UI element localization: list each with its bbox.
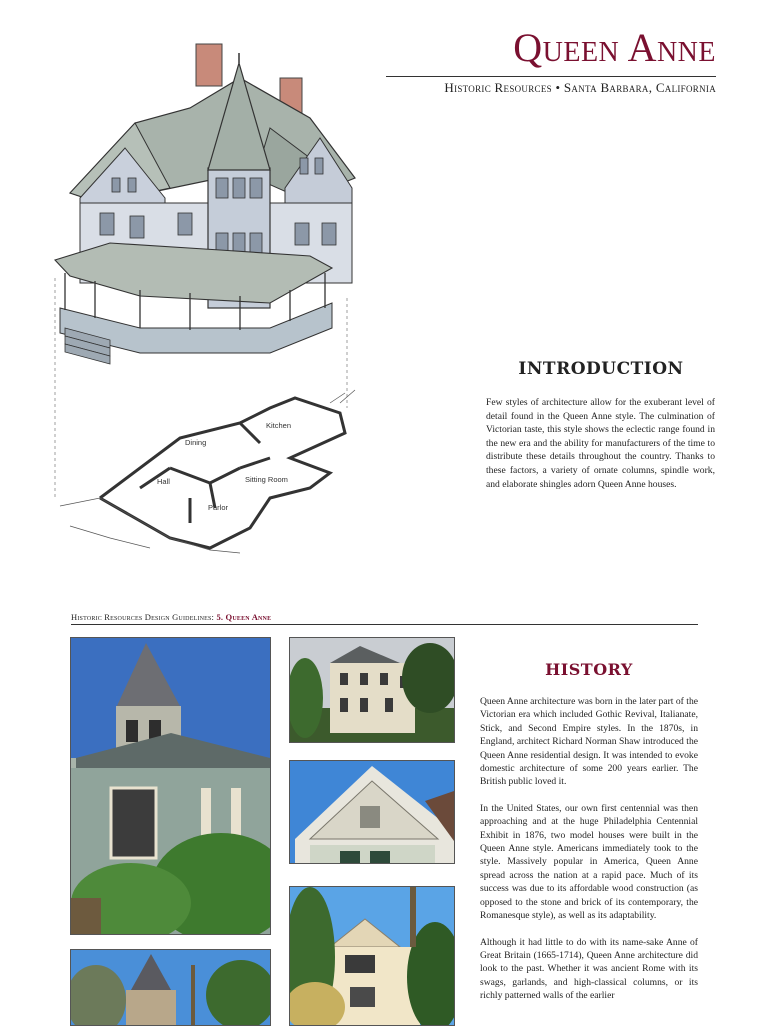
running-header-rule — [71, 624, 698, 625]
photo-two-story-house — [289, 637, 455, 743]
history-paragraph: Although it had little to do with its name-sake Anne of Great Britain (1665-1714), Queen Anne architecture did look to the past. Whether it was ancient Rome with its swags, garlands, and high-classical columns, or its richly patterned walls of the earlier — [480, 936, 698, 1002]
photo-gable-detail — [289, 760, 455, 864]
title-rule — [386, 76, 716, 77]
plan-label-dining: Dining — [185, 438, 207, 447]
queen-anne-house-illustration — [40, 28, 380, 573]
plan-label-parlor: Parlor — [208, 503, 229, 512]
photo-turret-house — [70, 949, 271, 1026]
plan-label-hall: Hall — [157, 477, 170, 486]
history-paragraph: Queen Anne architecture was born in the later part of the Victorian era which included Gothic Revival, Italianate, Stick, and Second Empire styles. In the 1870s, in England, architect Richard Norman Shaw introduced the Queen Anne residential design. It was intended to evoke domestic architecture of some 200 years earlier. The British public loved it. — [480, 696, 698, 788]
history-text — [480, 695, 698, 1016]
introduction-text: Few styles of architecture allow for the exuberant level of detail found in the Queen Anne style. The culmination of Victorian taste, this style shows the eclectic range found in the new era and the ability for manufacturers of the time to distribute these details throughout the country. Thanks to these factors, a variety of ornate columns, spindle work, and elaborate shingles adorn Queen Anne houses. — [486, 397, 715, 490]
plan-label-kitchen: Kitchen — [266, 421, 292, 430]
page-title: Queen Anne — [513, 25, 716, 70]
running-header-prefix: Historic Resources Design Guidelines: — [71, 612, 217, 622]
photo-palm-house — [289, 886, 455, 1026]
running-header — [71, 612, 701, 622]
page-subtitle: Historic Resources • Santa Barbara, California — [444, 80, 716, 95]
photo-tower-house — [70, 637, 271, 935]
history-paragraph: In the United States, our own first centennial was then approaching and at the huge Philadelphia Centennial Exhibit in 1876, two model houses were built in the Queen Anne style. Americans immediately took to the style. Massively popular in America, Queen Anne spread across the nation at a rapid pace. Much of its success was due to its affordable wood construction (as opposed to the stone and brick of its contemporary, the Romanesque style), as well as its adaptability. — [480, 802, 698, 922]
history-heading: HISTORY — [545, 660, 633, 679]
running-header-section: 5. Queen Anne — [216, 612, 272, 622]
plan-label-sitting-room: Sitting Room — [245, 475, 288, 484]
introduction-heading: INTRODUCTION — [518, 359, 684, 379]
